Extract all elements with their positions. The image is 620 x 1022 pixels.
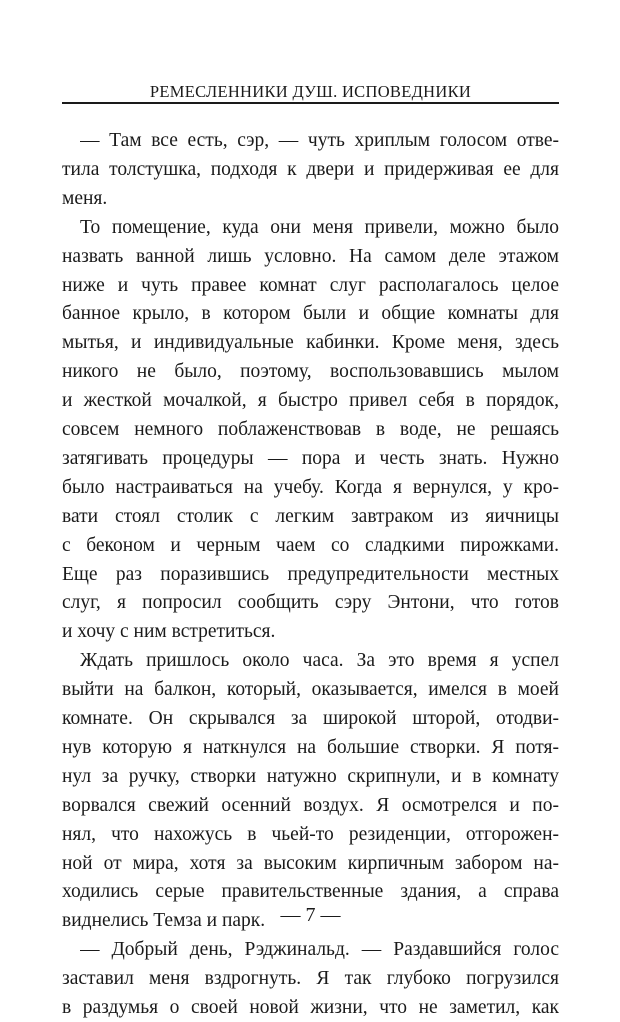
text-line: — Добрый день, Рэджинальд. — Раздавшийся голос	[80, 939, 559, 961]
text-line: ворвался свежий осенний воздух. Я осмотрелся и по-	[62, 794, 559, 816]
text-line: выйти на балкон, который, оказывается, имелся в моей	[62, 679, 559, 701]
text-line: ниже и чуть правее комнат слуг располагалось целое	[62, 274, 559, 296]
text-line: было настраиваться на учебу. Когда я вернулся, у кро-	[62, 476, 559, 498]
text-line: слуг, я попросил сообщить сэру Энтони, что готов	[62, 592, 559, 614]
text-line: тила толстушка, подходя к двери и придерживая ее для	[62, 158, 559, 180]
running-header: РЕМЕСЛЕННИКИ ДУШ. ИСПОВЕДНИКИ	[149, 82, 472, 101]
text-line: ной от мира, хотя за высоким кирпичным забором на-	[62, 852, 559, 874]
text-line: нув которую я наткнулся на большие створки. Я потя-	[62, 736, 559, 758]
page-number: — 7 —	[280, 904, 341, 926]
text-line: и хочу с ним встретиться.	[62, 621, 276, 643]
text-line: с беконом и черным чаем со сладкими пирожками.	[62, 534, 559, 556]
text-line: Еще раз поразившись предупредительности местных	[62, 563, 559, 585]
text-line: То помещение, куда они меня привели, можно было	[80, 216, 559, 238]
text-line: Ждать пришлось около часа. За это время я успел	[80, 650, 559, 672]
text-line: совсем немного поблаженствовав в воде, не решаясь	[62, 419, 559, 440]
text-line: меня.	[62, 187, 108, 209]
text-line: затягивать процедуры — пора и честь знать. Нужно	[62, 447, 559, 469]
text-line: в раздумья о своей новой жизни, что не заметил, как	[62, 997, 559, 1018]
text-line: мытья, и индивидуальные кабинки. Кроме меня, здесь	[62, 332, 559, 354]
text-line: назвать ванной лишь условно. На самом деле этажом	[62, 245, 559, 267]
text-line: виднелись Темза и парк.	[62, 910, 266, 932]
text-line: — Там все есть, сэр, — чуть хриплым голосом отве-	[80, 130, 559, 151]
text-line: и жесткой мочалкой, я быстро привел себя в порядок,	[62, 390, 559, 412]
header-rule	[62, 102, 559, 104]
text-line: нул за ручку, створки натужно скрипнули, и в комнату	[62, 765, 559, 787]
text-line: заставил меня вздрогнуть. Я так глубоко погрузился	[62, 968, 559, 990]
text-line: банное крыло, в котором были и общие комнаты для	[62, 303, 559, 325]
text-line: нял, что нахожусь в чьей-то резиденции, отгорожен-	[62, 823, 559, 845]
text-line: ходились серые правительственные здания, а справа	[62, 881, 559, 903]
text-line: комнате. Он скрывался за широкой шторой, отодви-	[62, 708, 559, 729]
text-line: вати стоял столик с легким завтраком из яичницы	[62, 505, 559, 527]
text-line: никого не было, поэтому, воспользовавшись мылом	[62, 361, 559, 383]
